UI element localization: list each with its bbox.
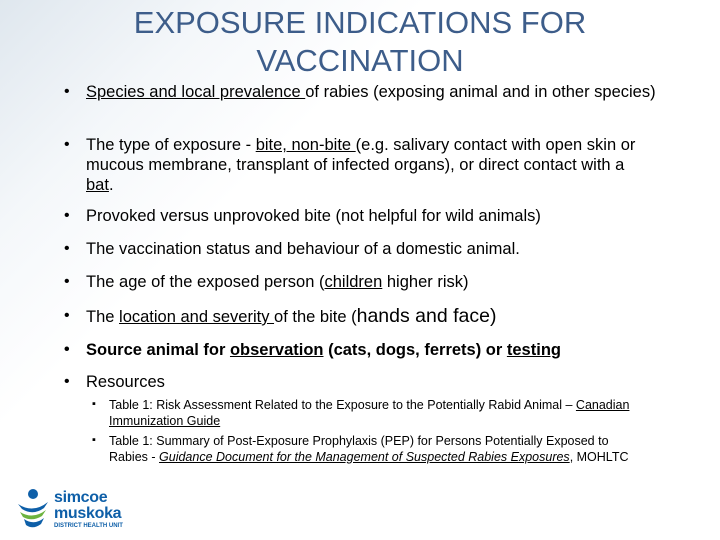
bullet-dot-icon: • <box>64 373 70 390</box>
bullet-dot-icon: • <box>64 307 70 324</box>
square-bullet-icon: ▪ <box>92 398 96 410</box>
bullet-dot-icon: • <box>64 273 70 290</box>
text-run: The vaccination status and behaviour of a domestic animal. <box>86 240 520 258</box>
bullet-text <box>86 340 656 360</box>
text-run: (cats, dogs, ferrets) or <box>323 341 507 359</box>
text-run: The type of exposure - <box>86 136 256 154</box>
resource-link[interactable]: Canadian Immunization Guide <box>109 398 630 428</box>
bullet-dot-icon: • <box>64 240 70 257</box>
underlined-text: testing <box>506 341 561 359</box>
bullet-text <box>86 272 656 292</box>
resource-link[interactable]: Guidance Document for the Management of Suspected Rabies Exposures <box>159 449 570 464</box>
bullet-text <box>86 135 656 195</box>
bullet-text <box>86 372 656 392</box>
resource-text <box>109 434 639 465</box>
text-run: Table 1: Risk Assessment Related to the Exposure to the Potentially Rabid Animal – <box>109 398 576 412</box>
bullet-dot-icon: • <box>64 136 70 153</box>
resource-text <box>109 398 639 429</box>
figure-logo-icon <box>14 488 52 532</box>
text-run: Source animal for <box>86 341 230 359</box>
simcoe-muskoka-logo <box>14 488 124 532</box>
slide-title: EXPOSURE INDICATIONS FOR VACCINATION <box>133 5 587 78</box>
text-run: Table 1: Summary of Post-Exposure Prophylaxis (PEP) for Persons Potentially Exposed to Rabies - <box>109 434 609 464</box>
bullet-text <box>86 306 656 327</box>
underlined-text: bat <box>86 176 109 194</box>
bullet-dot-icon: • <box>64 341 70 358</box>
underlined-text: children <box>324 273 383 291</box>
bullet-text <box>86 239 656 259</box>
underlined-text: observation <box>229 341 324 359</box>
text-run: higher risk) <box>382 273 469 291</box>
text-run: of the bite ( <box>274 308 357 326</box>
text-run: The <box>86 308 120 326</box>
text-run: Provoked versus unprovoked bite (not helpful for wild animals) <box>86 207 541 225</box>
text-run: . <box>108 176 114 194</box>
bullet-dot-icon: • <box>64 83 70 100</box>
text-run: , MOHLTC <box>569 449 629 464</box>
logo-word-simcoe: simcoe <box>54 489 108 506</box>
text-run: Resources <box>86 373 165 391</box>
bullet-text <box>86 206 656 226</box>
bullet-dot-icon: • <box>64 207 70 224</box>
bullet-text <box>86 82 656 102</box>
underlined-text: bite, non-bite <box>255 136 356 154</box>
logo-word-muskoka: muskoka <box>54 505 122 522</box>
emphasis-text: hands and face) <box>356 305 497 327</box>
square-bullet-icon: ▪ <box>92 434 96 446</box>
logo-tagline: DISTRICT HEALTH UNIT <box>54 523 123 529</box>
text-run: The age of the exposed person ( <box>86 273 325 291</box>
text-run: of rabies (exposing animal and in other species) <box>305 83 656 101</box>
underlined-text: Species and local prevalence <box>86 83 306 101</box>
text-run: (e.g. salivary contact with open skin or mucous membrane, transplant of infected organs), or direct contact with a <box>86 136 636 174</box>
underlined-text: location and severity <box>119 308 275 326</box>
